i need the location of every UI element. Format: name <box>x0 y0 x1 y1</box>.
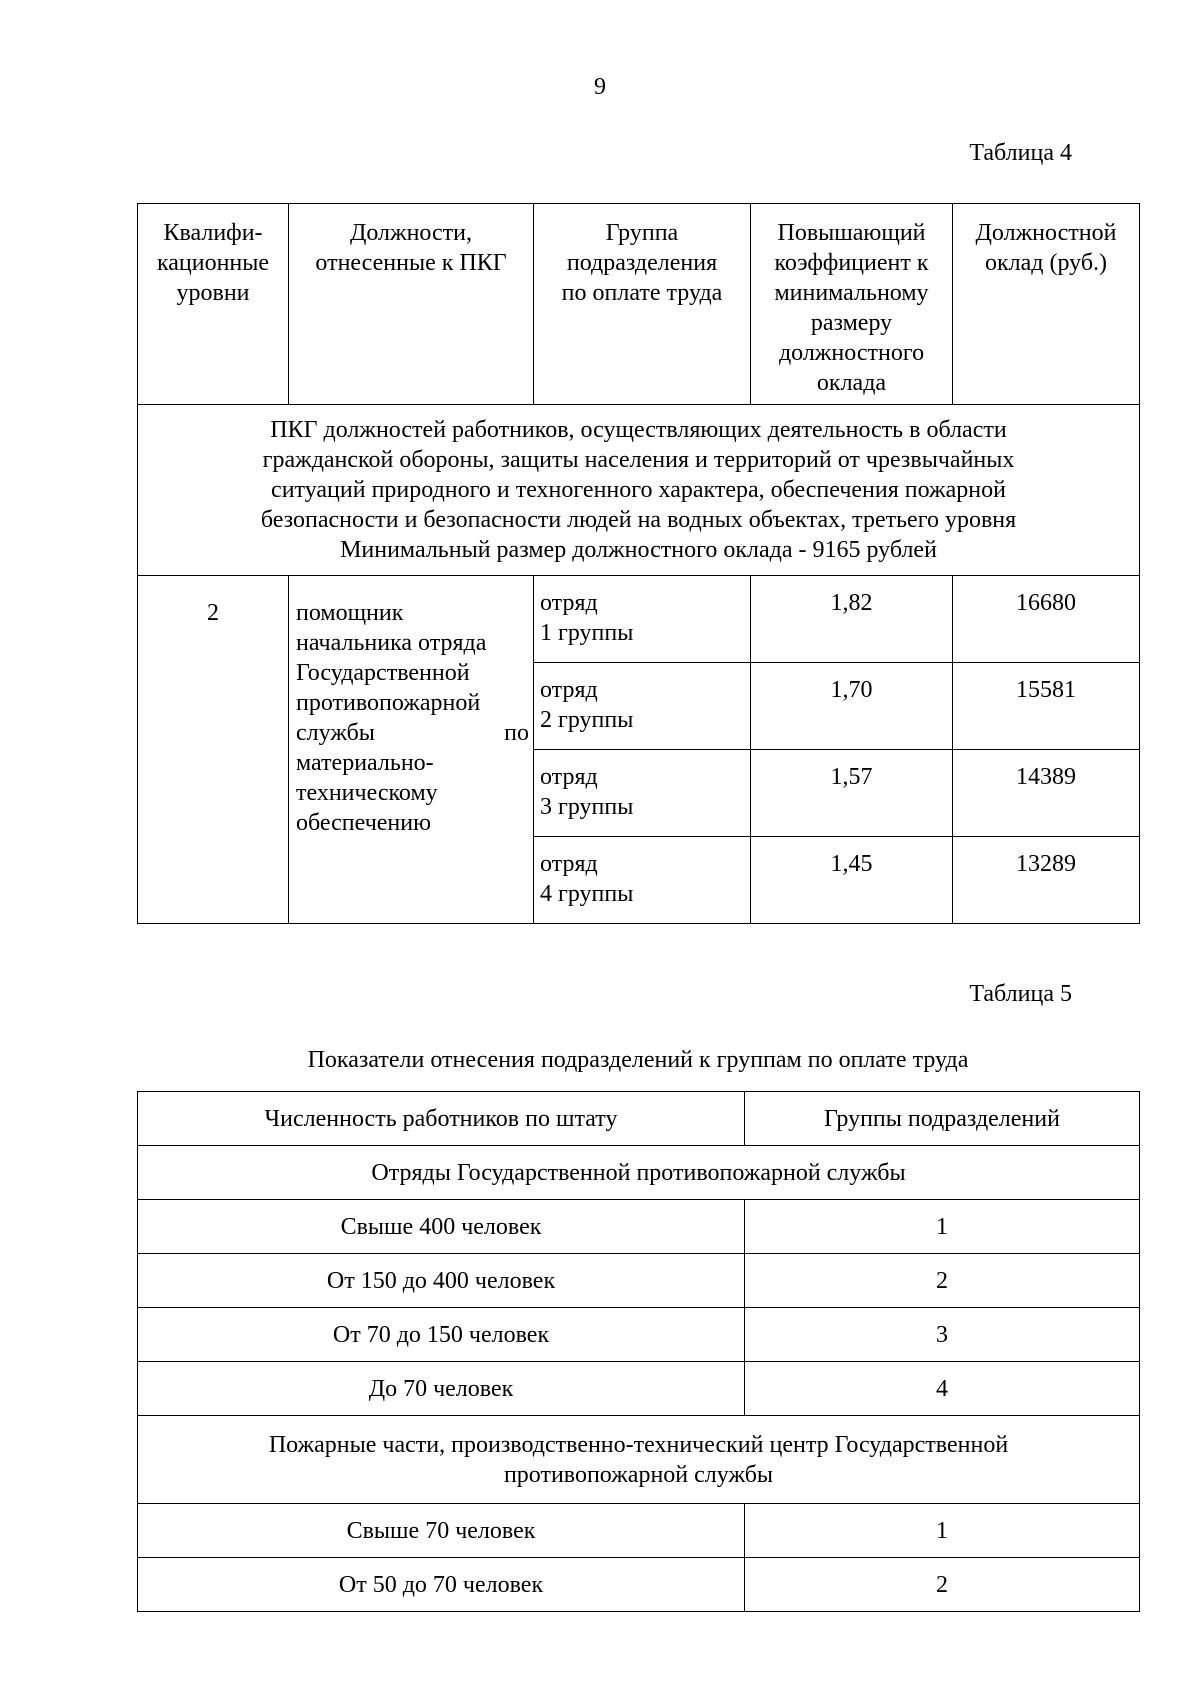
unit-group-number: 1 <box>745 1200 1140 1254</box>
header-salary: Должностной оклад (руб.) <box>953 204 1140 405</box>
table-row <box>138 1504 1140 1558</box>
staff-count-cell: До 70 человек <box>138 1362 745 1416</box>
header-positions: Должности, отнесенные к ПКГ <box>289 204 534 405</box>
salary-cell: 16680 <box>953 576 1140 663</box>
table-row <box>138 576 1140 663</box>
table5-label: Таблица 5 <box>969 981 1072 1007</box>
unit-group-number: 2 <box>745 1254 1140 1308</box>
table-row <box>138 1200 1140 1254</box>
header-coefficient: Повышающий коэффициент к минимальному размеру должностного оклада <box>751 204 953 405</box>
section-fire-units: Пожарные части, производственно-технический центр Государственной противопожарной службы <box>138 1416 1140 1504</box>
unit-group-cell: отряд 4 группы <box>534 837 751 924</box>
header-unit-groups: Группы подразделений <box>745 1092 1140 1146</box>
table-row <box>138 1362 1140 1416</box>
salary-cell: 15581 <box>953 663 1140 750</box>
table5-section-row <box>138 1416 1140 1504</box>
table5-header-row <box>138 1092 1140 1146</box>
table4-header-row <box>138 204 1140 405</box>
table5-caption: Показатели отнесения подразделений к группам по оплате труда <box>307 1047 969 1073</box>
coefficient-cell: 1,70 <box>751 663 953 750</box>
page-number: 9 <box>594 74 606 100</box>
staff-count-cell: От 150 до 400 человек <box>138 1254 745 1308</box>
staff-count-cell: От 50 до 70 человек <box>138 1558 745 1612</box>
table4-label: Таблица 4 <box>969 140 1072 166</box>
staff-count-cell: От 70 до 150 человек <box>138 1308 745 1362</box>
table5 <box>137 1091 1140 1612</box>
unit-group-cell: отряд 1 группы <box>534 576 751 663</box>
table-row <box>138 1308 1140 1362</box>
staff-count-cell: Свыше 70 человек <box>138 1504 745 1558</box>
coefficient-cell: 1,82 <box>751 576 953 663</box>
position-name: помощник начальника отряда Государственной противопожарной службы по материально- техническому обеспечению <box>289 576 534 924</box>
unit-group-number: 2 <box>745 1558 1140 1612</box>
table5-section-row <box>138 1146 1140 1200</box>
table4 <box>137 203 1140 924</box>
table-row <box>138 1558 1140 1612</box>
qualification-level: 2 <box>138 576 289 924</box>
unit-group-cell: отряд 3 группы <box>534 750 751 837</box>
unit-group-cell: отряд 2 группы <box>534 663 751 750</box>
staff-count-cell: Свыше 400 человек <box>138 1200 745 1254</box>
header-unit-group: Группа подразделения по оплате труда <box>534 204 751 405</box>
header-staff-count: Численность работников по штату <box>138 1092 745 1146</box>
unit-group-number: 4 <box>745 1362 1140 1416</box>
table4-section-row <box>138 405 1140 576</box>
coefficient-cell: 1,45 <box>751 837 953 924</box>
unit-group-number: 1 <box>745 1504 1140 1558</box>
unit-group-number: 3 <box>745 1308 1140 1362</box>
coefficient-cell: 1,57 <box>751 750 953 837</box>
minimum-salary-note: Минимальный размер должностного оклада - 9165 рублей <box>340 537 937 563</box>
pkg-section-heading: ПКГ должностей работников, осуществляющих деятельность в области гражданской обороны, защиты населения и территорий от чрезвычайных ситуаций природного и техногенного характера, обеспечения пожарной безопасности и безопасности людей на водных объектах, третьего уровня Минимальный размер должностного оклада - 9165 рублей <box>138 405 1140 576</box>
salary-cell: 14389 <box>953 750 1140 837</box>
header-qualification-levels: Квалифи- кационные уровни <box>138 204 289 405</box>
table-row <box>138 1254 1140 1308</box>
salary-cell: 13289 <box>953 837 1140 924</box>
section-detachments: Отряды Государственной противопожарной службы <box>138 1146 1140 1200</box>
